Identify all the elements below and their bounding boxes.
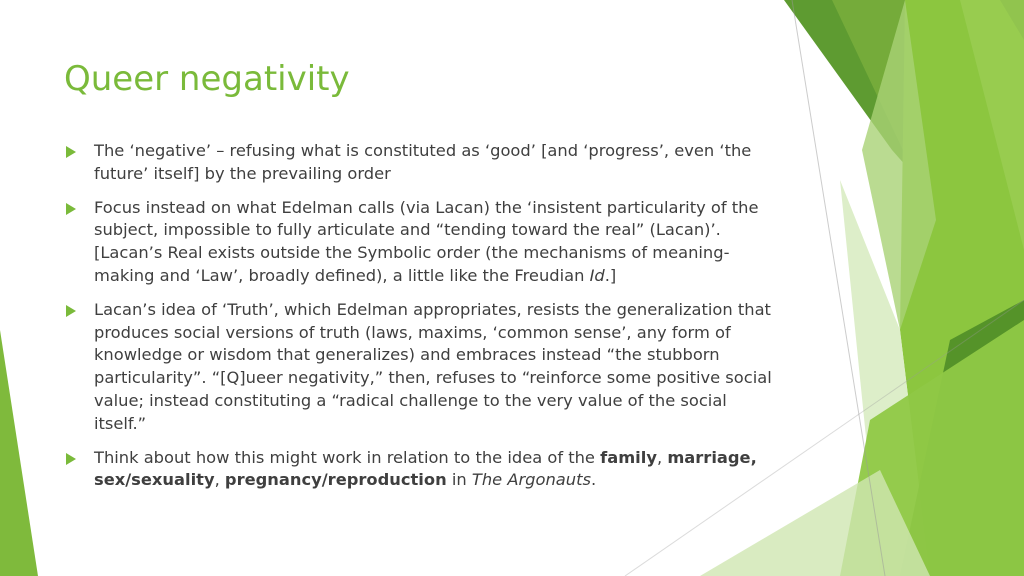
bullet-text-part: .]: [604, 265, 617, 285]
facet-bottom-left: [0, 330, 38, 576]
triangle-right-icon: [66, 146, 76, 158]
triangle-right-icon: [66, 305, 76, 317]
bullet-text-part: Focus instead on what Edelman calls (via Lacan) the ‘insistent particularity of the subject, impossible to fully articulate and “tending toward the real” (Lacan)’. [Lacan’s Real exists outside the Symbolic order (the mechanisms of meaning-making and ‘Law’, broadly defined), a little like the Freudian: [94, 197, 759, 285]
bullet-list: [66, 140, 778, 503]
triangle-right-icon: [66, 203, 76, 215]
bullet-item-lacan-truth: [66, 299, 778, 436]
separator: ,: [656, 447, 668, 467]
bullet-text: The ‘negative’ – refusing what is constituted as ‘good’ [and ‘progress’, even ‘the future’ itself] by the prevailing order: [94, 141, 752, 183]
bullet-item-negative: [66, 140, 778, 186]
bullet-text-part: .: [590, 470, 597, 490]
bullet-text-part: Think about how this might work in relation to the idea of the: [94, 447, 601, 467]
slide-title: Queer negativity: [64, 59, 350, 99]
separator: ,: [214, 470, 225, 490]
bullet-item-edelman-focus: [66, 197, 778, 288]
bullet-text-part: in: [446, 470, 472, 490]
bullet-text: [94, 448, 757, 490]
bullet-text: Lacan’s idea of ‘Truth’, which Edelman appropriates, resists the generalization that produces social versions of truth (laws, maxims, ‘common sense’, any form of knowledge or wisdom that generalizes) and embraces instead “the stubborn particularity”. “[Q]ueer negativity,” then, refuses to “reinforce some positive social value; instead constituting a “radical challenge to the very value of the social itself.”: [94, 299, 772, 433]
italic-term: Id: [589, 265, 605, 285]
bullet-item-think-about: [66, 447, 778, 493]
book-title: The Argonauts: [471, 470, 591, 490]
bold-term-pregnancy: pregnancy/reproduction: [224, 470, 447, 490]
bullet-text: [94, 198, 759, 285]
triangle-right-icon: [66, 453, 76, 465]
bold-term-marriage: marriage, sex/sexuality: [94, 447, 757, 490]
bold-term-family: family: [600, 447, 657, 467]
